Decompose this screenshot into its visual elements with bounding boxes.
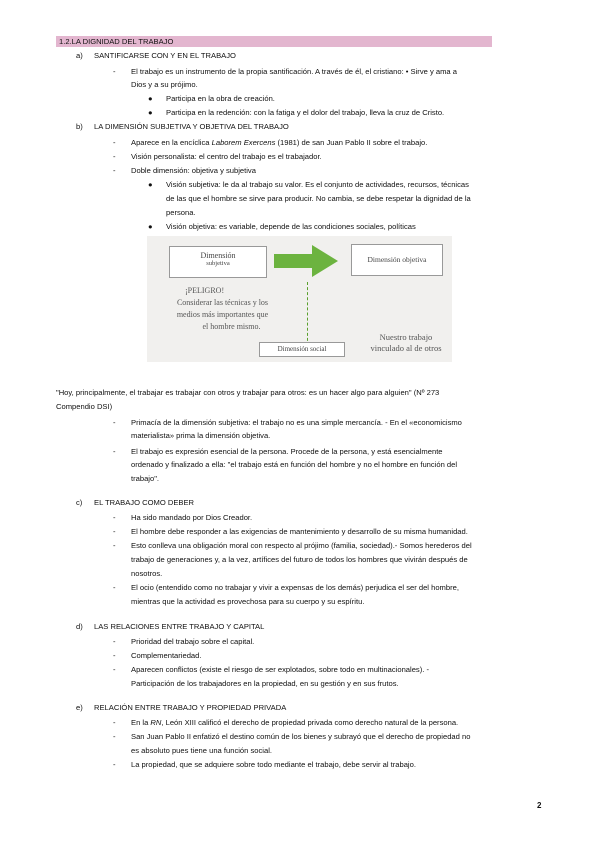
text-line: nosotros. [131,569,163,578]
box-social [259,342,345,357]
section-e-letter: e) [76,703,83,712]
text-line: Aparecen conflictos (existe el riesgo de ser explotados, sobre todo en multinacionales). - [131,665,430,674]
text-line: es absoluto pues tiene una función social. [131,746,273,755]
dash-marker: - [113,583,116,592]
dash-marker: - [113,447,116,456]
dash-marker: - [113,418,116,427]
warning-title: ¡PELIGRO! [185,286,225,295]
dash-marker: - [113,513,116,522]
text-line: El ocio (entendido como no trabajar y vivir a expensas de los demás) perjudica el ser del hombre, [131,583,459,592]
section-title: 1.2.LA DIGNIDAD DEL TRABAJO [59,37,174,46]
quote-line: Compendio DSI) [56,402,113,411]
dash-marker: - [113,527,116,536]
section-b-letter: b) [76,122,83,131]
dash-marker: - [113,718,116,727]
section-e-heading: RELACIÓN ENTRE TRABAJO Y PROPIEDAD PRIVADA [94,703,287,712]
text-line: Esto conlleva una obligación moral con respecto al prójimo (familia, sociedad).- Somos herederos del [131,541,472,550]
text-line: Visión personalista: el centro del trabajo es el trabajador. [131,152,322,161]
bullet-marker: ● [148,94,153,103]
section-title-bar [56,36,492,47]
section-a-heading: SANTIFICARSE CON Y EN EL TRABAJO [94,51,236,60]
dash-marker: - [113,637,116,646]
text-line: Visión subjetiva: le da al trabajo su valor. Es el conjunto de actividades, recursos, técnicas [166,180,469,189]
note-line: Nuestro trabajo [379,332,433,342]
text-line: ordenado y finalizado a ella: "el trabajo está en función del hombre y no el hombre en función del [131,460,458,469]
text-line: materialista» prima la dimensión objetiva. [131,431,271,440]
text-line: Ha sido mandado por Dios Creador. [131,513,253,522]
dashed-connector [307,282,308,346]
section-a-letter: a) [76,51,83,60]
text-line: El trabajo es expresión esencial de la persona. Procede de la persona, y está esencialmente [131,447,443,456]
text-line: Primacía de la dimensión subjetiva: el trabajo no es una simple mercancía. - En el «economicismo [131,418,462,427]
dash-marker: - [113,665,116,674]
box-subjective-l1: Dimensión [200,251,236,260]
text-line: Prioridad del trabajo sobre el capital. [131,637,255,646]
section-c-letter: c) [76,498,83,507]
text-line: Visión objetiva: es variable, depende de las condiciones sociales, políticas [166,222,416,231]
note-line: vinculado al de otros [370,343,442,353]
text-line: trabajo de generaciones y, a la vez, artífices del futuro de todos los hombres que vivirán después de [131,555,468,564]
text-line: La propiedad, que se adquiere sobre todo mediante el trabajo, debe servir al trabajo. [131,760,416,769]
page-number: 2 [537,801,542,810]
text-line: Participa en la obra de creación. [166,94,275,103]
dash-marker: - [113,651,116,660]
section-c-heading: EL TRABAJO COMO DEBER [94,498,195,507]
bullet-marker: ● [148,222,153,231]
section-b-heading: LA DIMENSIÓN SUBJETIVA Y OBJETIVA DEL TRABAJO [94,122,289,131]
text-line: Participación de los trabajadores en la propiedad, en su gestión y en sus frutos. [131,679,399,688]
dash-marker: - [113,166,116,175]
dash-marker: - [113,67,116,76]
encyclical-title: Laborem Exercens [211,138,276,147]
box-social-label: Dimensión social [277,345,327,353]
arrow-right-icon [312,245,338,277]
text-line: de las que el hombre se sirve para producir. No cambia, se debe respetar la dignidad de la [166,194,471,203]
text-line: Doble dimensión: objetiva y subjetiva [131,166,256,175]
section-d-letter: d) [76,622,83,631]
text-line: Dios y a su prójimo. [131,80,198,89]
text-line: Complementariedad. [131,651,202,660]
bullet-marker: ● [148,180,153,189]
text-line: San Juan Pablo II enfatizó el destino común de los bienes y subrayó que el derecho de propiedad no [131,732,471,741]
dash-marker: - [113,152,116,161]
box-subjective-l2: subjetiva [206,260,230,267]
arrow-body [274,254,314,268]
section-d-heading: LAS RELACIONES ENTRE TRABAJO Y CAPITAL [94,622,265,631]
box-objective-label: Dimensión objetiva [367,255,427,264]
text-line: El trabajo es un instrumento de la propia santificación. A través de él, el cristiano: • Sirve y ama a [131,67,457,76]
text-line: mientras que la actividad es provechosa para su cuerpo y su espíritu. [131,597,365,606]
text-line: trabajo". [131,474,160,483]
box-subjective [169,246,267,278]
text-line: Aparece en la encíclica Laborem Exercens (1981) de san Juan Pablo II sobre el trabajo. [131,138,428,147]
text-line: En la RN, León XIII calificó el derecho de propiedad privada como derecho natural de la persona. [131,718,459,727]
box-objective [351,244,443,276]
dash-marker: - [113,760,116,769]
text-line: persona. [166,208,196,217]
bullet-marker: ● [148,108,153,117]
warning-line: Considerar las técnicas y los [176,298,269,307]
warning-line: medios más importantes que [176,310,269,319]
dash-marker: - [113,732,116,741]
warning-line: el hombre mismo. [202,322,261,331]
dash-marker: - [113,138,116,147]
encyclical-abbrev: RN [150,718,162,727]
text-line: Participa en la redención: con la fatiga y el dolor del trabajo, lleva la cruz de Cristo. [166,108,445,117]
dimensions-diagram [147,236,452,362]
dash-marker: - [113,541,116,550]
text-line: El hombre debe responder a las exigencias de mantenimiento y desarrollo de su misma humanidad. [131,527,468,536]
quote-line: "Hoy, principalmente, el trabajar es trabajar con otros y trabajar para otros: es un hacer algo para alguien" (Nº 273 [56,388,440,397]
